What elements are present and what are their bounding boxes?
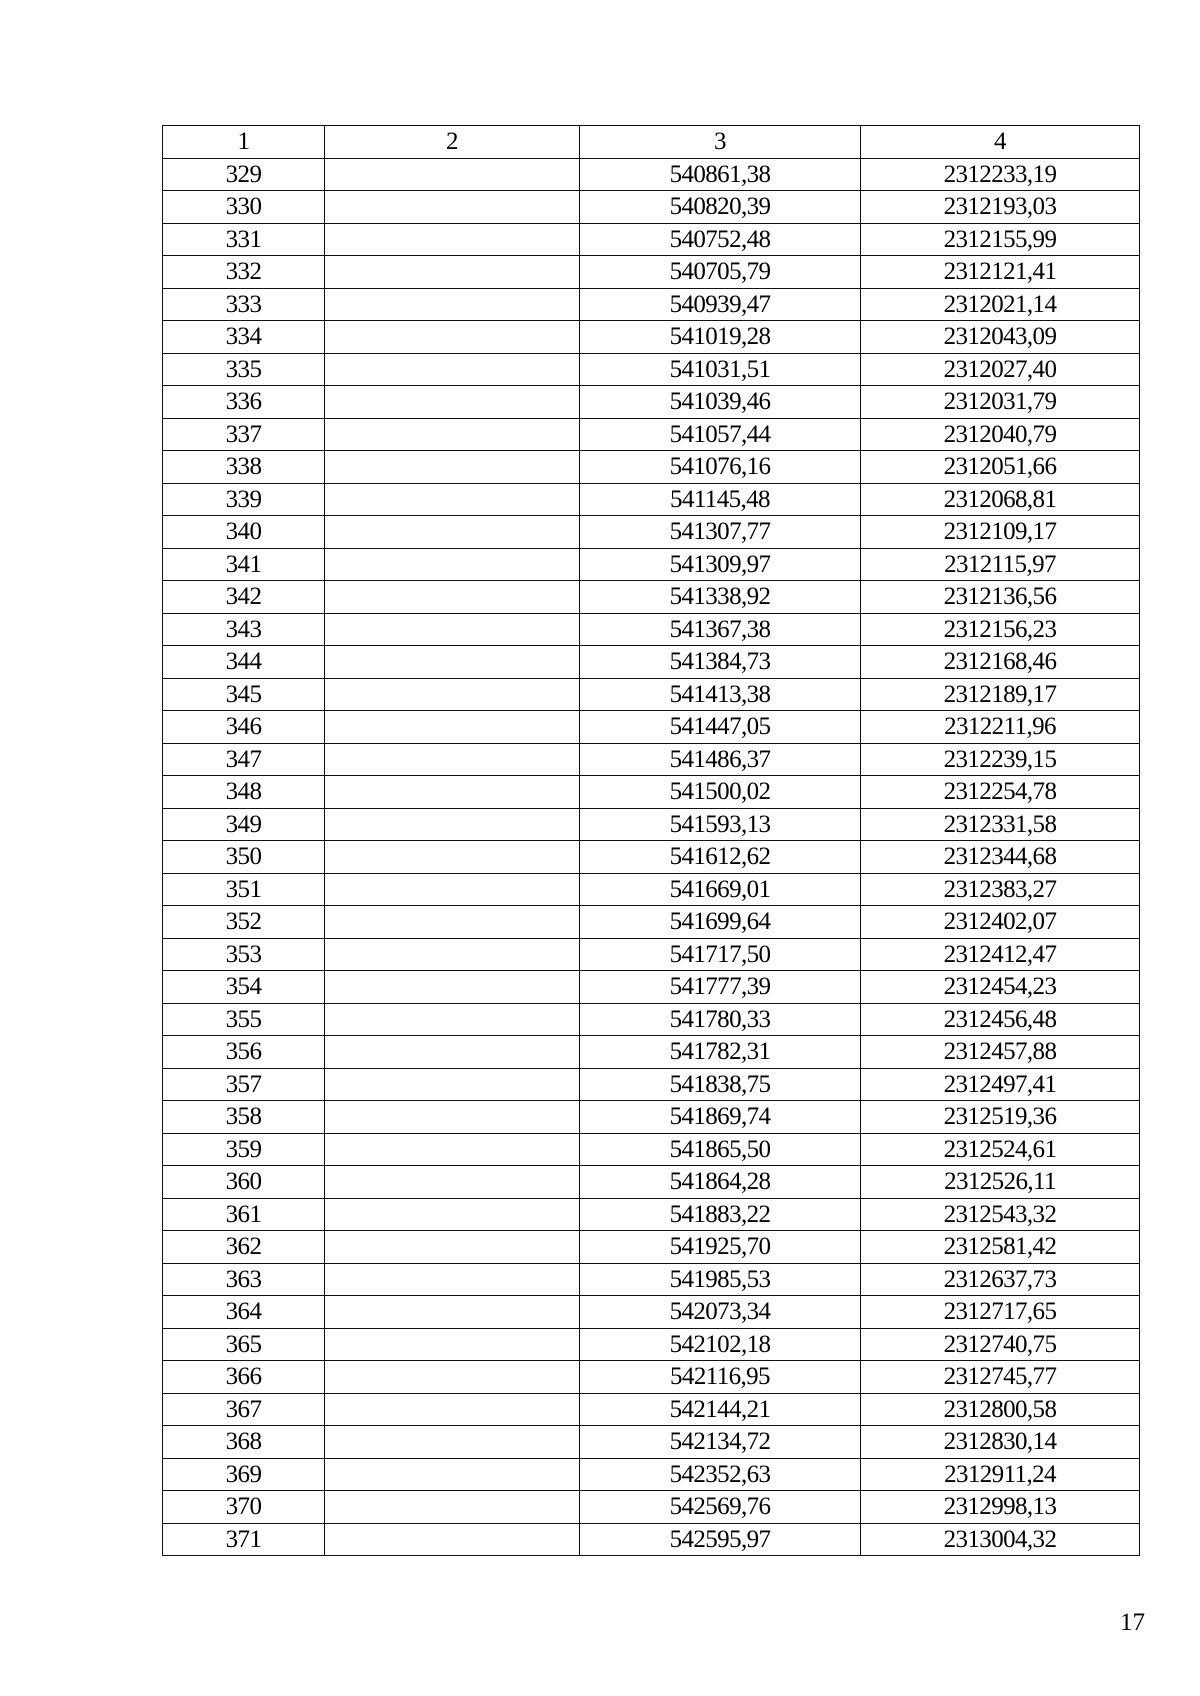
y-coordinate-cell: 2312402,07 (861, 906, 1140, 939)
table-row (163, 321, 1140, 354)
x-coordinate-cell: 541782,31 (580, 1036, 861, 1069)
description-cell (325, 191, 580, 224)
y-coordinate-cell: 2312637,73 (861, 1263, 1140, 1296)
description-cell (325, 938, 580, 971)
x-coordinate-cell: 541307,77 (580, 516, 861, 549)
y-coordinate-cell: 2312457,88 (861, 1036, 1140, 1069)
x-coordinate-cell: 541838,75 (580, 1068, 861, 1101)
point-number-cell: 350 (163, 841, 325, 874)
table-row (163, 581, 1140, 614)
description-cell (325, 1133, 580, 1166)
y-coordinate-cell: 2312740,75 (861, 1328, 1140, 1361)
table-row (163, 906, 1140, 939)
point-number-cell: 361 (163, 1198, 325, 1231)
description-cell (325, 288, 580, 321)
point-number-cell: 329 (163, 158, 325, 191)
table-row (163, 776, 1140, 809)
x-coordinate-cell: 542352,63 (580, 1458, 861, 1491)
y-coordinate-cell: 2312115,97 (861, 548, 1140, 581)
x-coordinate-cell: 542595,97 (580, 1523, 861, 1556)
table-row (163, 646, 1140, 679)
description-cell (325, 613, 580, 646)
x-coordinate-cell: 541413,38 (580, 678, 861, 711)
table-row (163, 158, 1140, 191)
description-cell (325, 451, 580, 484)
y-coordinate-cell: 2312456,48 (861, 1003, 1140, 1036)
description-cell (325, 1101, 580, 1134)
y-coordinate-cell: 2312497,41 (861, 1068, 1140, 1101)
table-row (163, 971, 1140, 1004)
table-row (163, 808, 1140, 841)
description-cell (325, 1036, 580, 1069)
point-number-cell: 332 (163, 256, 325, 289)
x-coordinate-cell: 541039,46 (580, 386, 861, 419)
table-row (163, 1231, 1140, 1264)
point-number-cell: 368 (163, 1426, 325, 1459)
description-cell (325, 548, 580, 581)
point-number-cell: 351 (163, 873, 325, 906)
x-coordinate-cell: 541309,97 (580, 548, 861, 581)
x-coordinate-cell: 541869,74 (580, 1101, 861, 1134)
table-row (163, 386, 1140, 419)
table-row (163, 1133, 1140, 1166)
x-coordinate-cell: 541612,62 (580, 841, 861, 874)
point-number-cell: 345 (163, 678, 325, 711)
x-coordinate-cell: 541669,01 (580, 873, 861, 906)
table-row (163, 1523, 1140, 1556)
y-coordinate-cell: 2312454,23 (861, 971, 1140, 1004)
x-coordinate-cell: 541985,53 (580, 1263, 861, 1296)
description-cell (325, 646, 580, 679)
x-coordinate-cell: 541925,70 (580, 1231, 861, 1264)
x-coordinate-cell: 542102,18 (580, 1328, 861, 1361)
y-coordinate-cell: 2312581,42 (861, 1231, 1140, 1264)
point-number-cell: 330 (163, 191, 325, 224)
table-row (163, 1003, 1140, 1036)
y-coordinate-cell: 2312193,03 (861, 191, 1140, 224)
y-coordinate-cell: 2312800,58 (861, 1393, 1140, 1426)
y-coordinate-cell: 2312027,40 (861, 353, 1140, 386)
point-number-cell: 344 (163, 646, 325, 679)
table-row (163, 418, 1140, 451)
description-cell (325, 906, 580, 939)
y-coordinate-cell: 2312998,13 (861, 1491, 1140, 1524)
x-coordinate-cell: 541384,73 (580, 646, 861, 679)
description-cell (325, 1426, 580, 1459)
x-coordinate-cell: 540820,39 (580, 191, 861, 224)
column-header-3: 3 (580, 126, 861, 159)
y-coordinate-cell: 2312543,32 (861, 1198, 1140, 1231)
point-number-cell: 342 (163, 581, 325, 614)
description-cell (325, 743, 580, 776)
table-row (163, 613, 1140, 646)
table-row (163, 548, 1140, 581)
description-cell (325, 321, 580, 354)
y-coordinate-cell: 2312254,78 (861, 776, 1140, 809)
y-coordinate-cell: 2312068,81 (861, 483, 1140, 516)
x-coordinate-cell: 542116,95 (580, 1361, 861, 1394)
x-coordinate-cell: 540752,48 (580, 223, 861, 256)
y-coordinate-cell: 2312189,17 (861, 678, 1140, 711)
description-cell (325, 1166, 580, 1199)
description-cell (325, 516, 580, 549)
y-coordinate-cell: 2312526,11 (861, 1166, 1140, 1199)
point-number-cell: 359 (163, 1133, 325, 1166)
table-row (163, 678, 1140, 711)
x-coordinate-cell: 541145,48 (580, 483, 861, 516)
y-coordinate-cell: 2312717,65 (861, 1296, 1140, 1329)
table-row (163, 483, 1140, 516)
description-cell (325, 841, 580, 874)
point-number-cell: 338 (163, 451, 325, 484)
point-number-cell: 347 (163, 743, 325, 776)
x-coordinate-cell: 541486,37 (580, 743, 861, 776)
x-coordinate-cell: 542073,34 (580, 1296, 861, 1329)
description-cell (325, 1361, 580, 1394)
y-coordinate-cell: 2312136,56 (861, 581, 1140, 614)
x-coordinate-cell: 540939,47 (580, 288, 861, 321)
x-coordinate-cell: 541500,02 (580, 776, 861, 809)
y-coordinate-cell: 2312155,99 (861, 223, 1140, 256)
table-row (163, 1263, 1140, 1296)
x-coordinate-cell: 541699,64 (580, 906, 861, 939)
point-number-cell: 336 (163, 386, 325, 419)
x-coordinate-cell: 541338,92 (580, 581, 861, 614)
table-row (163, 516, 1140, 549)
x-coordinate-cell: 542134,72 (580, 1426, 861, 1459)
y-coordinate-cell: 2312331,58 (861, 808, 1140, 841)
x-coordinate-cell: 541593,13 (580, 808, 861, 841)
x-coordinate-cell: 541447,05 (580, 711, 861, 744)
x-coordinate-cell: 540705,79 (580, 256, 861, 289)
table-row (163, 1426, 1140, 1459)
description-cell (325, 776, 580, 809)
table-row (163, 1101, 1140, 1134)
x-coordinate-cell: 541076,16 (580, 451, 861, 484)
table-row (163, 711, 1140, 744)
table-row (163, 1036, 1140, 1069)
point-number-cell: 355 (163, 1003, 325, 1036)
description-cell (325, 1231, 580, 1264)
x-coordinate-cell: 541777,39 (580, 971, 861, 1004)
description-cell (325, 1068, 580, 1101)
description-cell (325, 711, 580, 744)
y-coordinate-cell: 2312745,77 (861, 1361, 1140, 1394)
x-coordinate-cell: 542569,76 (580, 1491, 861, 1524)
y-coordinate-cell: 2312168,46 (861, 646, 1140, 679)
point-number-cell: 346 (163, 711, 325, 744)
point-number-cell: 370 (163, 1491, 325, 1524)
description-cell (325, 1393, 580, 1426)
table-row (163, 1296, 1140, 1329)
table-row (163, 743, 1140, 776)
x-coordinate-cell: 541780,33 (580, 1003, 861, 1036)
y-coordinate-cell: 2313004,32 (861, 1523, 1140, 1556)
y-coordinate-cell: 2312383,27 (861, 873, 1140, 906)
point-number-cell: 364 (163, 1296, 325, 1329)
point-number-cell: 352 (163, 906, 325, 939)
table-row (163, 1198, 1140, 1231)
y-coordinate-cell: 2312051,66 (861, 451, 1140, 484)
y-coordinate-cell: 2312043,09 (861, 321, 1140, 354)
point-number-cell: 337 (163, 418, 325, 451)
point-number-cell: 357 (163, 1068, 325, 1101)
table-body (163, 158, 1140, 1556)
point-number-cell: 363 (163, 1263, 325, 1296)
description-cell (325, 678, 580, 711)
table-row (163, 938, 1140, 971)
table-row (163, 353, 1140, 386)
y-coordinate-cell: 2312021,14 (861, 288, 1140, 321)
coordinates-table (162, 125, 1140, 1556)
y-coordinate-cell: 2312519,36 (861, 1101, 1140, 1134)
y-coordinate-cell: 2312211,96 (861, 711, 1140, 744)
x-coordinate-cell: 541865,50 (580, 1133, 861, 1166)
column-header-4: 4 (861, 126, 1140, 159)
description-cell (325, 1458, 580, 1491)
point-number-cell: 365 (163, 1328, 325, 1361)
point-number-cell: 331 (163, 223, 325, 256)
point-number-cell: 367 (163, 1393, 325, 1426)
table-row (163, 1361, 1140, 1394)
point-number-cell: 366 (163, 1361, 325, 1394)
point-number-cell: 354 (163, 971, 325, 1004)
table-row (163, 1393, 1140, 1426)
y-coordinate-cell: 2312156,23 (861, 613, 1140, 646)
y-coordinate-cell: 2312031,79 (861, 386, 1140, 419)
x-coordinate-cell: 541019,28 (580, 321, 861, 354)
column-header-2: 2 (325, 126, 580, 159)
table-row (163, 873, 1140, 906)
x-coordinate-cell: 540861,38 (580, 158, 861, 191)
table-row (163, 223, 1140, 256)
point-number-cell: 343 (163, 613, 325, 646)
point-number-cell: 356 (163, 1036, 325, 1069)
description-cell (325, 581, 580, 614)
point-number-cell: 341 (163, 548, 325, 581)
y-coordinate-cell: 2312911,24 (861, 1458, 1140, 1491)
description-cell (325, 1003, 580, 1036)
y-coordinate-cell: 2312344,68 (861, 841, 1140, 874)
description-cell (325, 808, 580, 841)
table-header-row (163, 126, 1140, 159)
description-cell (325, 1296, 580, 1329)
y-coordinate-cell: 2312121,41 (861, 256, 1140, 289)
description-cell (325, 1523, 580, 1556)
description-cell (325, 1491, 580, 1524)
point-number-cell: 340 (163, 516, 325, 549)
point-number-cell: 333 (163, 288, 325, 321)
description-cell (325, 158, 580, 191)
point-number-cell: 335 (163, 353, 325, 386)
page-number: 17 (1120, 1609, 1145, 1636)
table-row (163, 1068, 1140, 1101)
point-number-cell: 358 (163, 1101, 325, 1134)
point-number-cell: 334 (163, 321, 325, 354)
y-coordinate-cell: 2312524,61 (861, 1133, 1140, 1166)
description-cell (325, 418, 580, 451)
table-row (163, 841, 1140, 874)
table-row (163, 1166, 1140, 1199)
description-cell (325, 386, 580, 419)
description-cell (325, 1263, 580, 1296)
table-row (163, 288, 1140, 321)
x-coordinate-cell: 541057,44 (580, 418, 861, 451)
point-number-cell: 349 (163, 808, 325, 841)
y-coordinate-cell: 2312109,17 (861, 516, 1140, 549)
point-number-cell: 360 (163, 1166, 325, 1199)
y-coordinate-cell: 2312239,15 (861, 743, 1140, 776)
description-cell (325, 1198, 580, 1231)
x-coordinate-cell: 542144,21 (580, 1393, 861, 1426)
point-number-cell: 362 (163, 1231, 325, 1264)
y-coordinate-cell: 2312040,79 (861, 418, 1140, 451)
point-number-cell: 353 (163, 938, 325, 971)
table-row (163, 1458, 1140, 1491)
point-number-cell: 371 (163, 1523, 325, 1556)
y-coordinate-cell: 2312412,47 (861, 938, 1140, 971)
description-cell (325, 1328, 580, 1361)
description-cell (325, 873, 580, 906)
description-cell (325, 971, 580, 1004)
description-cell (325, 256, 580, 289)
y-coordinate-cell: 2312830,14 (861, 1426, 1140, 1459)
column-header-1: 1 (163, 126, 325, 159)
x-coordinate-cell: 541717,50 (580, 938, 861, 971)
x-coordinate-cell: 541031,51 (580, 353, 861, 386)
description-cell (325, 483, 580, 516)
table-row (163, 1491, 1140, 1524)
x-coordinate-cell: 541883,22 (580, 1198, 861, 1231)
table-row (163, 191, 1140, 224)
table-row (163, 451, 1140, 484)
point-number-cell: 369 (163, 1458, 325, 1491)
x-coordinate-cell: 541367,38 (580, 613, 861, 646)
table-row (163, 1328, 1140, 1361)
table-row (163, 256, 1140, 289)
description-cell (325, 223, 580, 256)
point-number-cell: 348 (163, 776, 325, 809)
y-coordinate-cell: 2312233,19 (861, 158, 1140, 191)
point-number-cell: 339 (163, 483, 325, 516)
description-cell (325, 353, 580, 386)
x-coordinate-cell: 541864,28 (580, 1166, 861, 1199)
